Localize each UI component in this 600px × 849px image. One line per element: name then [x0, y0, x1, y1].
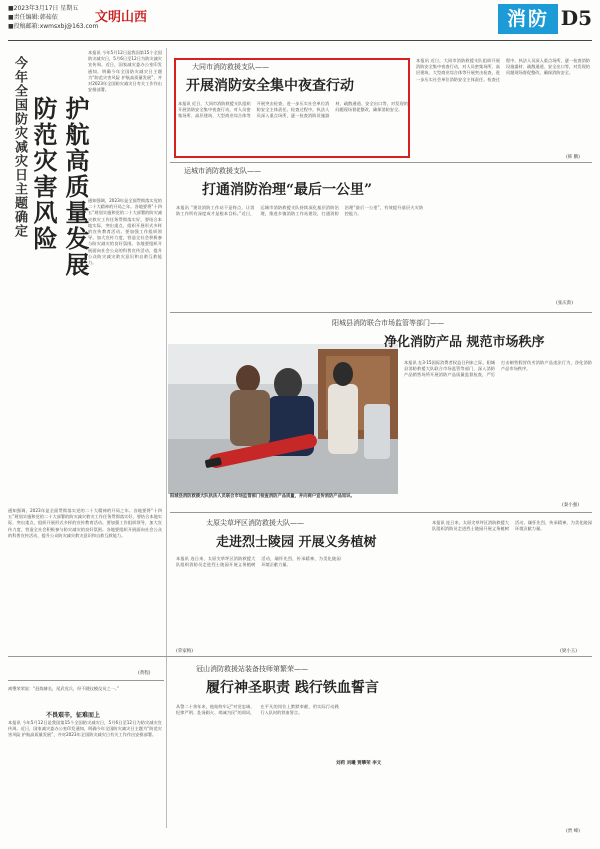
article-guanshan [176, 664, 592, 697]
brief-title: 不畏艰辛，征难而上 [46, 712, 101, 719]
article-body: 本报讯 连日来，太原尖草坪区消防救援大队组织消防员走进烈士陵园开展义务植树活动，缅怀先烈，传承精神，为美化陵园环境贡献力量。 [176, 556, 341, 568]
feature-credit: (黄程) [138, 671, 151, 676]
article-body-jiancaoping-cont: 本报讯 连日来，太原尖草坪区消防救援大队组织消防员走进烈士陵园开展义务植树活动，缅怀先烈，传承精神，为美化陵园环境贡献力量。 [432, 520, 592, 532]
brief-text: 本报讯 今年5月12日是我国第15个全国防灾减灾日，5月6日至12日为防灾减灾宣传周。近日，国家减灾委办公室印发通知，明确今年全国防灾减灾日主题为“防范灾害风险 护航高质量发展”，并对2023年全国防灾减灾日有关工作作出安排部署。 [8, 720, 162, 738]
article-credit-yuncheng: (张庆新) [556, 301, 574, 306]
article-credit-guanshan: (贾 峰) [566, 829, 580, 834]
feature-title-1: 防范灾害风险 [29, 96, 58, 252]
feature-subtitle: 今年全国防灾减灾日主题确定 [12, 56, 27, 238]
article-body: 本报讯 近日，大同市消防救援支队组织开展消防安全集中夜查行动，对人员密集场所、高层建筑、大型商业综合体等开展突击检查，进一步压实社会单位消防安全主体责任。检查过程中，执法人员深入重点场所，逐一检查消防设施器材、疏散通道、安全出口等，对发现的问题现场督促整改，确保消防安全。 [178, 101, 408, 119]
article-title: 净化消防产品 规范市场秩序 [384, 335, 545, 350]
feature-divider [8, 680, 164, 681]
article-body-yangcheng: 本报讯 在3·15国际消费者权益日到来之际，阳城县消防救援大队联合市场监管等部门，深入消防产品销售场所开展消防产品质量监督检查，严厉打击制售假冒伪劣消防产品违法行为，净化消防产品市场秩序。 [404, 360, 592, 378]
article-title: 走进烈士陵园 开展义务植树 [216, 535, 377, 550]
email-line: ■投稿邮箱:xwmsxbj@163.com [8, 23, 99, 30]
feature-body: 通知强调，2023年是全面贯彻落实党的二十大精神的开局之年。各地要将“十四五”规划实施和党的二十大部署的防灾减灾救灾工作任务贯彻落实好，要结合本地实际，突出重点，组织开展形式多样的宣传教育活动。要加强工作组织领导，加大宣传力度，营造全社会积极参与防灾减灾的良好氛围。各地要组织开展面向社会公众的科普宣传活动，提升公众防灾减灾救灾意识和自救互救能力。 [88, 198, 162, 266]
article-title: 开展消防安全集中夜查行动 [186, 78, 354, 94]
photo-caption: 阳城县消防救援大队执法人员联合市场监管部门检查消防产品质量，并向商户宣传消防产品知识。 [170, 494, 355, 499]
article-body-continued: 本报讯 近日，大同市消防救援支队组织开展消防安全集中夜查行动，对人员密集场所、高层建筑、大型商业综合体等开展突击检查，进一步压实社会单位消防安全主体责任。检查过程中，执法人员深入重点场所，逐一检查消防设施器材、疏散通道、安全出口等，对发现的问题现场督促整改，确保消防安全。 [416, 58, 590, 82]
article-yuncheng [176, 166, 592, 305]
article-credit-yangcheng: (秦小强) [562, 503, 580, 508]
masthead-meta [8, 4, 98, 31]
article-byline: 刘莉 刘曦 贾攀荣 李文 [336, 761, 382, 766]
section-divider-3 [170, 512, 592, 513]
article-jiancaoping [176, 518, 426, 652]
section-label: 消防 [498, 4, 558, 34]
feature-column [8, 48, 164, 828]
section-divider-4 [8, 656, 592, 657]
editor-line: ■责任编辑:韩茹依 [8, 14, 58, 21]
article-title: 打通消防治理“最后一公里” [202, 182, 373, 198]
issue-date: ■2023年3月17日 星期五 [8, 5, 79, 12]
page-number: D5 [560, 6, 592, 30]
article-body: 本报讯 “建设消防工作站不是终点，让消防工作所有深度成才是根本目标。”近日，运城市消防救援支队持续深化基层消防治理，推进乡镇消防工作站建设，打通消防治理“最后一公里”，有效提升基层火灾防控能力。 [176, 205, 424, 217]
masthead [0, 0, 600, 42]
feature-title-2: 护航高质量发展 [61, 96, 90, 278]
feature-lead: 本报讯 今年5月12日是我国第15个全国防灾减灾日，5月6日至12日为防灾减灾宣传周。近日，国家减灾委办公室印发通知，明确今年全国防灾减灾日主题为“防范灾害风险 护航高质量发展”，并对2023年全国防灾减灾日有关工作作出安排部署。 [88, 50, 162, 93]
column-divider [166, 48, 167, 828]
article-kicker: 冠山消防救援站装备技师第繁荣—— [196, 665, 308, 673]
feature-body-continued: 通知强调，2023年是全面贯彻落实党的二十大精神的开局之年。各地要将“十四五”规划实施和党的二十大部署的防灾减灾救灾工作任务贯彻落实好，要结合本地实际，突出重点，组织开展形式多样的宣传教育活动。要加强工作组织领导，加大宣传力度，营造全社会积极参与防灾减灾的良好氛围。各地要组织开展面向社会公众的科普宣传活动，提升公众防灾减灾救灾意识和自救互救能力。 [8, 508, 162, 538]
photo-illustration [168, 344, 398, 494]
masthead-rule [8, 40, 592, 41]
fire-extinguisher-photo [168, 344, 398, 494]
section-divider-1 [170, 162, 592, 163]
article-datong [178, 62, 408, 157]
article-kicker: 大同市消防救援支队—— [192, 63, 269, 71]
newspaper-logo: 文明山西 [95, 10, 148, 25]
section-divider-2 [170, 312, 592, 313]
feature-credit-2: (荣家梅) [176, 649, 194, 654]
brief-body: 离塑荣荣说：“赶练赫长，尾武党兵，经不随仪模仪员之一。” [8, 686, 120, 691]
article-credit-jiancaoping: (梁小玉) [560, 649, 578, 654]
article-kicker: 太原尖草坪区消防救援大队—— [206, 519, 304, 527]
article-kicker: 运城市消防救援支队—— [184, 167, 261, 175]
article-kicker: 阳城县消防联合市场监管等部门—— [332, 319, 444, 327]
article-body-guanshan: 从警二十余年来，他始终牢记“对党忠诚、纪律严明、赴汤蹈火、竭诚为民”的训词，在平凡的岗位上默默奉献，用实际行动践行入队时的铁血誓言。 [176, 704, 339, 716]
article-datong-cont [416, 58, 590, 158]
article-title: 履行神圣职责 践行铁血誓言 [206, 680, 379, 696]
article-credit: (韩 鹏) [566, 155, 580, 160]
article-yangcheng [300, 318, 592, 350]
